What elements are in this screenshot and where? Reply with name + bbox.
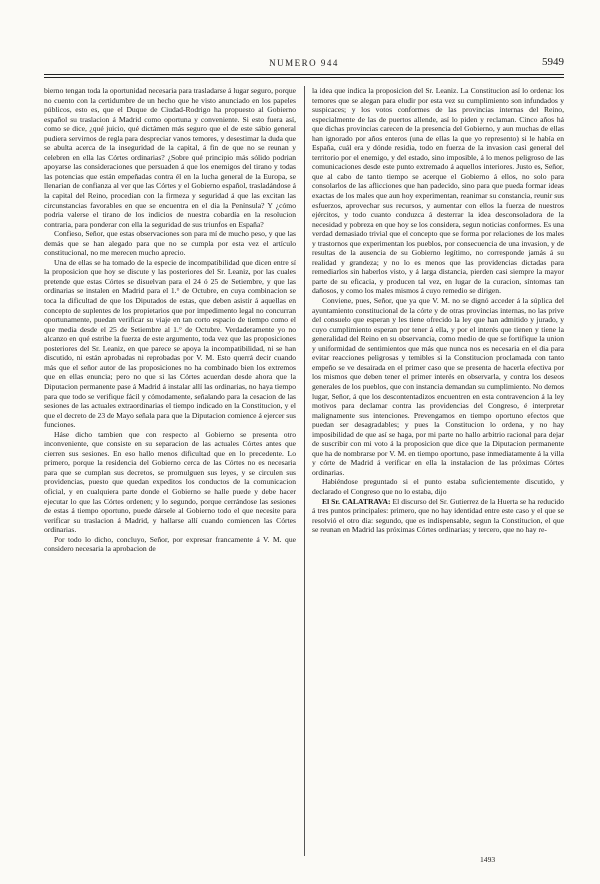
paragraph: Una de ellas se ha tomado de la especie de incompatibilidad que dicen entre sí la proposicion que hoy se discute y las posteriores del Sr. Leaniz, por las cuales pretende que estas Córtes se disuelvan para el 24 ó 25 de Setiembre, y que las ordinarias se instalen en Madrid para el 1.° de Octubre, en cuya combinacion se toca la dificultad de que los Diputados de estas, que deben asistir á aquellas en concepto de suplentes de los propietarios que por impedimento legal no concurran oportunamente, puedan verificar su viaje en tan corto espacio de tiempo como el que media desde el 25 de Setiembre al 1.° de Octubre. Verdaderamente yo no alcanzo en qué estribe la fuerza de este argumento, toda vez que las proposiciones posteriores del Sr. Leaniz, en que parece se apoya la incompatibilidad, ni se han discutido, ni están aprobadas ni reprobadas por V. M. Esto querrá decir cuando más que el señor autor de las proposiciones no ha combinado bien los extremos que en ellas enuncia; pero no que si las Córtes acuerdan desde ahora que la Diputacion permanente pase á Madrid á instalar allí las ordinarias, no haya tiempo para que todo se verifique fácil y cómodamente, señalando para la cesacion de las sesiones de las actuales extraordinarias el tiempo indicado en la Constitucion, y el que el decreto de 23 de Mayo señala para que la Diputacion comience á ejercer sus funciones. — [44, 257, 296, 430]
paragraph: bierno tengan toda la oportunidad necesaria para trasladarse á lugar seguro, porque no cuento con la certidumbre de un hecho que he visto anunciado en los papeles públicos, esto es, que el Duque de Ciudad-Rodrigo ha propuesto al Gobierno español su traslacion á Madrid como oportuna y conveniente. Si esto fuera así, como se dice, ¿qué juicio, qué dictámen más seguro que el de este sábio general pudiera servirnos de regla para despreciar vanos temores, y desestimar la duda que se abulta acerca de la inseguridad de la capital, á fin de que no se reunan y celebren en ella las Córtes ordinarias? ¿Sobre qué principio más sólido podrian apoyarse las consideraciones que persuaden á que los enemigos del tirano y todas las potencias que están empeñadas contra él en la lucha general de la Europa, se llenarian de confianza al ver que las Córtes y el Gobierno español, trasladándose á la capital del Reino, procedian con la firmeza y seguridad á que las excitan las circunstancias favorables en que se encuentra en el dia la Península? Y ¿cómo podria valerse el tirano de los indicios de nuestra cobardía en la resolucion contraria, para ponderar con ella la seguridad de sus triunfos en España? — [44, 86, 296, 229]
issue-title: NUMERO 944 — [269, 58, 339, 68]
paragraph: Háse dicho tambien que con respecto al Gobierno se presenta otro inconveniente, que consiste en su separacion de las actuales Córtes antes que cierren sus sesiones. En eso hallo menos dificultad que en lo precedente. Lo primero, porque la residencia del Gobierno cerca de las Córtes no es necesaria para que se cumplan sus decretos, se promulguen sus leyes, y se circulen sus providencias, puesto que quedan expeditos los conductos de la comunicacion oficial, y en cualquiera parte donde el Gobierno se halle puede y debe hacer ejecutar lo que las Córtes ordenen; y lo segundo, porque cerrándose las sesiones de estas á tiempo oportuno, puede dársele al Gobierno todo el que necesite para verificar su traslacion á Madrid, y hallarse allí cuando comiencen las Córtes ordinarias. — [44, 429, 296, 535]
speech-paragraph — [312, 497, 564, 535]
paragraph: Habiéndose preguntado si el punto estaba suficientemente discutido, y declarado el Congreso que no lo estaba, dijo — [312, 477, 564, 496]
right-column — [312, 86, 564, 856]
paragraph: la idea que indica la proposicion del Sr. Leaniz. La Constitucion así lo ordena: los temores que se alegan para eludir por esta vez su cumplimiento son infundados y suspicaces; y los votos conformes de las provincias internas del Reino, especialmente de las de puertos allende, así lo piden y reclaman. Cinco años há que dichas provincias carecen de la presencia del Gobierno, y aun muchas de ellas han ignorado por años enteros (una de ellas la que yo represento) si le había en España, cuál era y dónde residia, todo en fuerza de la invasion casi general del territorio por el enemigo, y del estado, sino imposible, á lo menos peligroso de las comunicaciones desde este punto extremado á aquellos interiores. Justo es, Señor, que al cabo de tanto tiempo se acerque el Gobierno á ellos, no solo para consolarlos de las aflicciones que han padecido, sino para que pueda formar ideas exactas de los males que aun hoy experimentan, reanimar su constancia, reunir sus esfuerzos, aprovechar sus recursos, y aumentar con ellos la fuerza de nuestros ejércitos, y todo cuanto conduzca á desterrar la idea desconsoladora de la necesidad y pobreza en que hoy se los considera, segun noticias conformes. Es una verdad demasiado trivial que el concepto que se forma por relaciones de los males y trastornos que experimentan los pueblos, por consecuencia de una invasion, y de resultas de la ausencia de su Gobierno legítimo, no corresponde jamás á su realidad y grandeza; y no lo es menos que las providencias dictadas para remediarlos sin haberlos visto, y á larga distancia, pierden casi siempre la mayor parte de su eficacia, y producen tal vez, en lugar de la curacion, síntomas tan dañosos, y como los males mismos á cuyo remedio se dirigen. — [312, 86, 564, 296]
paragraph: Conviene, pues, Señor, que ya que V. M. no se dignó acceder á la súplica del ayuntamiento constitucional de la córte y de otras provincias internas, no las prive del consuelo que esperan y les tiene ofrecido la ley que han admitido y jurado, y cuyo cumplimiento esperan por tener á ella, y por el interés que tienen y tiene la generalidad del Reino en su observancia, como medio de que se fortifique la union y uniformidad de sentimientos que más que nunca nos es necesaria en el dia para evitar reacciones peligrosas y temibles si la Constitucion proclamada con tanto empeño se ve desairada en el primer caso que se presenta de hacerla efectiva por los mismos que deben tener el primer interés en observarla, y contra los deseos generales de los pueblos, que con instancia demandan su cumplimiento. No demos lugar, Señor, á que los descontentadizos encuentren en esta contravencion á la ley motivos para declamar contra las providencias del Congreso, é interpretar malignamente sus intenciones. Prevengamos en tiempo oportuno efectos que puedan ser desagradables; y pues la Constitucion lo ordena, y no hay imposibilidad de que así se haga, por mi parte no hallo arbitrio racional para dejar de suscribir con mi voto á la proposicion que dice que la Diputacion permanente que ha de nombrarse por V. M. en tiempo oportuno, pase inmediatamente á la villa y córte de Madrid á verificar en ella la instalacion de las próximas Córtes ordinarias. — [312, 296, 564, 477]
page-header — [44, 56, 564, 72]
header-rule — [44, 74, 564, 75]
speech-text: El discurso del Sr. Gutierrez de la Huerta se ha reducido á tres puntos principales: primero, que no hay identidad entre este caso y el que se resolvió el otro dia: segundo, que es indispensable, segun la Constitucion, el que se reunan en Madrid las próximas Córtes ordinarias; y tercero, que no hay re- — [312, 496, 564, 535]
speaker-name: El Sr. CALATRAVA: — [322, 496, 391, 506]
column-divider — [304, 86, 305, 856]
header-rule-thin — [44, 77, 564, 78]
page-number: 5949 — [542, 56, 564, 68]
signature-mark: 1493 — [480, 855, 496, 864]
paragraph: Por todo lo dicho, concluyo, Señor, por expresar francamente á V. M. que considero necesaria la aprobacion de — [44, 534, 296, 554]
left-column — [44, 86, 296, 856]
paragraph: Confieso, Señor, que estas observaciones son para mí de mucho peso, y que las demás que se han alegado para que no se cumpla por esta vez el artículo constitucional, no me merecen mucho aprecio. — [44, 229, 296, 258]
